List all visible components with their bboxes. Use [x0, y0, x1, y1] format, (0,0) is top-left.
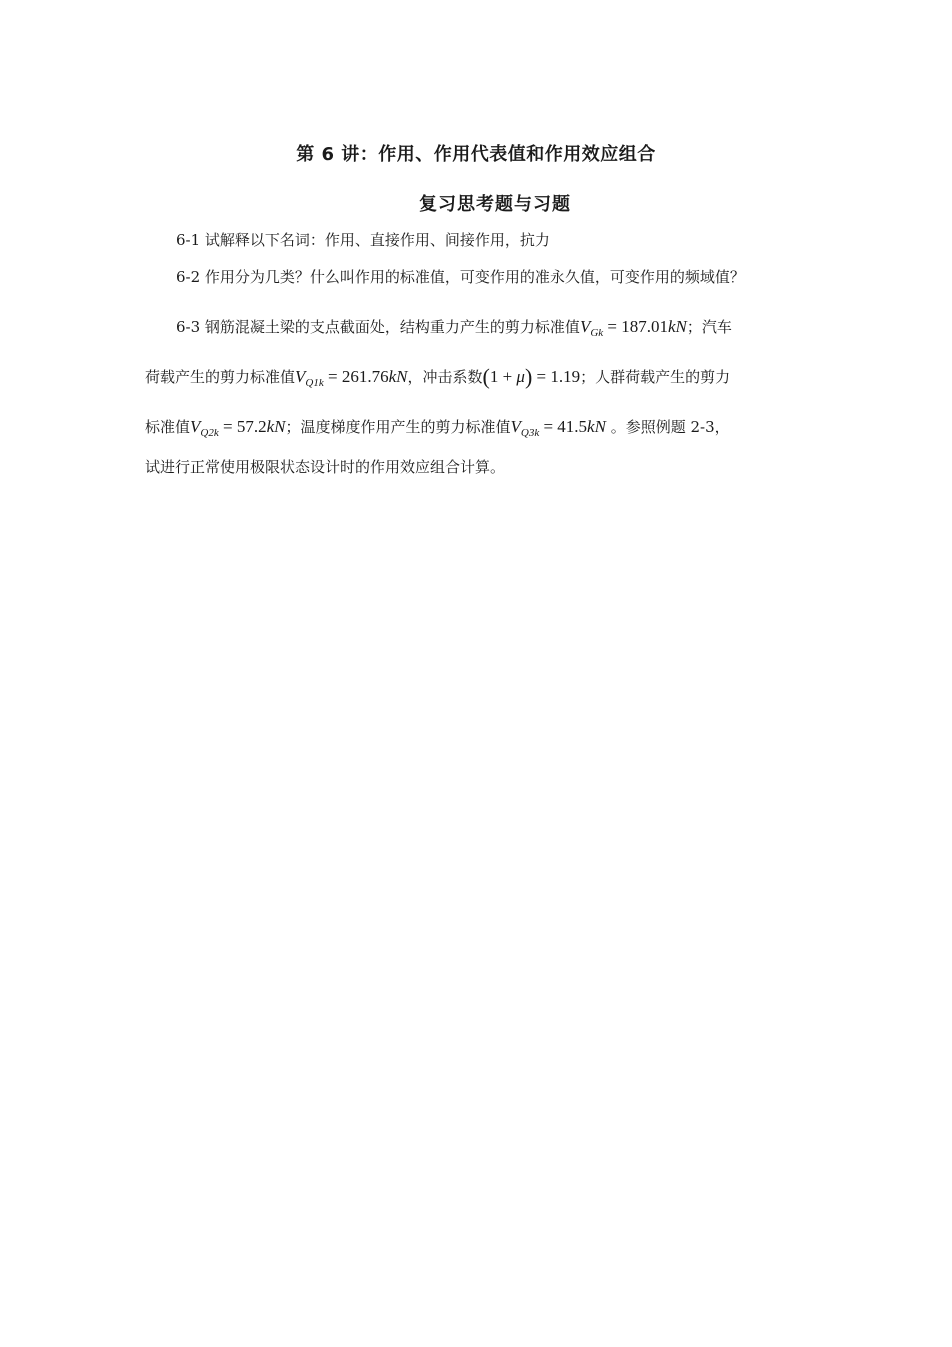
vgk-value: = 187.01 [603, 317, 668, 336]
q3-line2-prefix: 荷载产生的剪力标准值 [145, 368, 296, 386]
impact-value: = 1.19 [532, 367, 581, 386]
vq1k-value: = 261.76 [323, 367, 389, 386]
vq2k-value: = 57.2 [218, 417, 267, 436]
vq2k-symbol: V [190, 417, 201, 436]
q3-prefix-text: 6-3 钢筋混凝土梁的支点截面处，结构重力产生的剪力标准值 [176, 318, 580, 336]
q3-line3-mid: ；温度梯度作用产生的剪力标准值 [285, 418, 511, 436]
vq3k-symbol: V [510, 417, 521, 436]
question-6-3-line-1 [176, 316, 732, 344]
q3-line3-suffix: 。参照例题 2-3， [605, 418, 730, 436]
vq1k-symbol: V [295, 367, 306, 386]
vq3k-unit: kN [587, 417, 606, 436]
vq1k-subscript: Q1k [305, 377, 324, 389]
question-6-3-line-2 [145, 366, 730, 394]
question-6-1: 6-1 试解释以下名词：作用、直接作用、间接作用，抗力 [176, 231, 550, 249]
q3-line3-prefix: 标准值 [145, 418, 191, 436]
impact-label: ，冲击系数 [407, 368, 483, 386]
question-6-3-line-3 [145, 416, 730, 444]
question-6-2: 6-2 作用分为几类？什么叫作用的标准值，可变作用的准永久值，可变作用的频域值？ [176, 268, 745, 286]
q3-line1-suffix: ；汽车 [686, 318, 732, 336]
vq3k-subscript: Q3k [520, 427, 540, 439]
vgk-subscript: Gk [590, 327, 604, 339]
question-6-3-line-4: 试进行正常使用极限状态设计时的作用效应组合计算。 [145, 458, 506, 476]
vq1k-unit: kN [388, 367, 408, 386]
vq3k-value: = 41.5 [539, 417, 588, 436]
vq2k-unit: kN [266, 417, 286, 436]
vgk-unit: kN [668, 317, 687, 336]
impact-close-paren: ) [524, 364, 533, 389]
q3-line2-suffix: ；人群荷载产生的剪力 [580, 368, 731, 386]
section-subtitle: 复习思考题与习题 [419, 194, 571, 215]
impact-mu-symbol: μ [516, 367, 525, 386]
impact-inner-number: 1 + [489, 367, 517, 386]
lecture-title: 第 6 讲：作用、作用代表值和作用效应组合 [296, 144, 656, 165]
vgk-symbol: V [579, 317, 591, 336]
impact-open-paren: ( [482, 364, 490, 389]
vq2k-subscript: Q2k [200, 427, 219, 439]
